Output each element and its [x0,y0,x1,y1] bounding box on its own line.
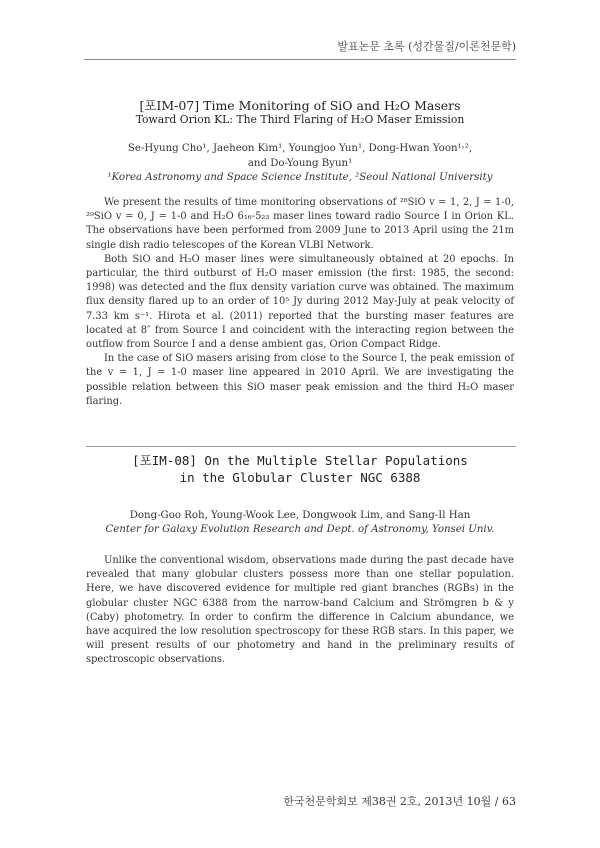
paragraph: In the case of SiO masers arising from close to the Source I, the peak emission of the v = 1, J = 1-0 maser line appeared in 2010 April. We are investigating the possible relation between this SiO maser peak emission and the third H₂O maser flaring. [86,353,514,407]
paragraph: Unlike the conventional wisdom, observations made during the past decade have revealed that many globular clusters possess more than one stellar population. Here, we have discovered evidence for multiple red giant branches (RGBs) in the globular cluster NGC 6388 from the narrow-band Calcium and Strömgren b & y (Caby) photometry. In order to confirm the difference in Calcium abundance, we have acquired the low resolution spectroscopy for these RGB stars. In this paper, we will present results of our photometry and hand in the preliminary results of spectroscopic observations. [86,555,514,666]
title-line: [포IM-08] On the Multiple Stellar Populations [132,453,468,468]
page-footer: 한국천문학회보 제38권 2호, 2013년 10월 / 63 [283,795,516,808]
section-divider [86,446,516,447]
affiliation: Center for Galaxy Evolution Research and Dept. of Astronomy, Yonsei Univ. [105,524,495,535]
author-list [86,141,514,171]
paragraph: Both SiO and H₂O maser lines were simultaneously obtained at 20 epochs. In particular, the third outburst of H₂O maser emission (the first: 1985, the second: 1998) was detected and the flux density variation curve was obtained. The maximum flux density flared up to an order of 10⁵ Jy during 2012 May-July at peak velocity of 7.33 km s⁻¹. Hirota et al. (2011) reported that the bursting maser features are located at 8″ from Source I and coincident with the interacting region between the outflow from Source I and a dense ambient gas, Orion Compact Ridge. [86,253,514,351]
header-rule [84,59,516,60]
affiliation: ¹Korea Astronomy and Space Science Institute, ²Seoul National University [107,172,493,183]
author-line: and Do-Young Byun¹ [247,158,353,169]
header-text: 발표논문 초록 (성간물질/이론천문학) [337,40,516,53]
abstract-body [86,554,514,668]
abstract-subtitle: Toward Orion KL: The Third Flaring of H₂O Maser Emission [135,113,465,126]
paragraph: We present the results of time monitoring observations of ²⁸SiO v = 1, 2, J = 1-0, ²⁹SiO v = 0, J = 1-0 and H₂O 6₁₆-5₂₃ maser lines toward radio Source I in Orion KL. The observations have been performed from 2009 June to 2013 April using the 21m single dish radio telescopes of the Korean VLBI Network. [86,197,514,251]
author-list: Dong-Goo Roh, Young-Wook Lee, Dongwook Lim, and Sang-Il Han [129,510,471,521]
abstract-body [86,196,514,409]
title-line: in the Globular Cluster NGC 6388 [179,470,421,485]
abstract-im-07 [86,98,514,409]
abstract-im-08 [86,452,514,668]
author-line: Se-Hyung Cho¹, Jaeheon Kim¹, Youngjoo Yun¹, Dong-Hwan Yoon¹˒², [127,143,473,154]
running-header [84,26,516,60]
abstract-title [86,452,514,486]
abstract-title: [포IM-07] Time Monitoring of SiO and H₂O Masers [139,98,461,113]
